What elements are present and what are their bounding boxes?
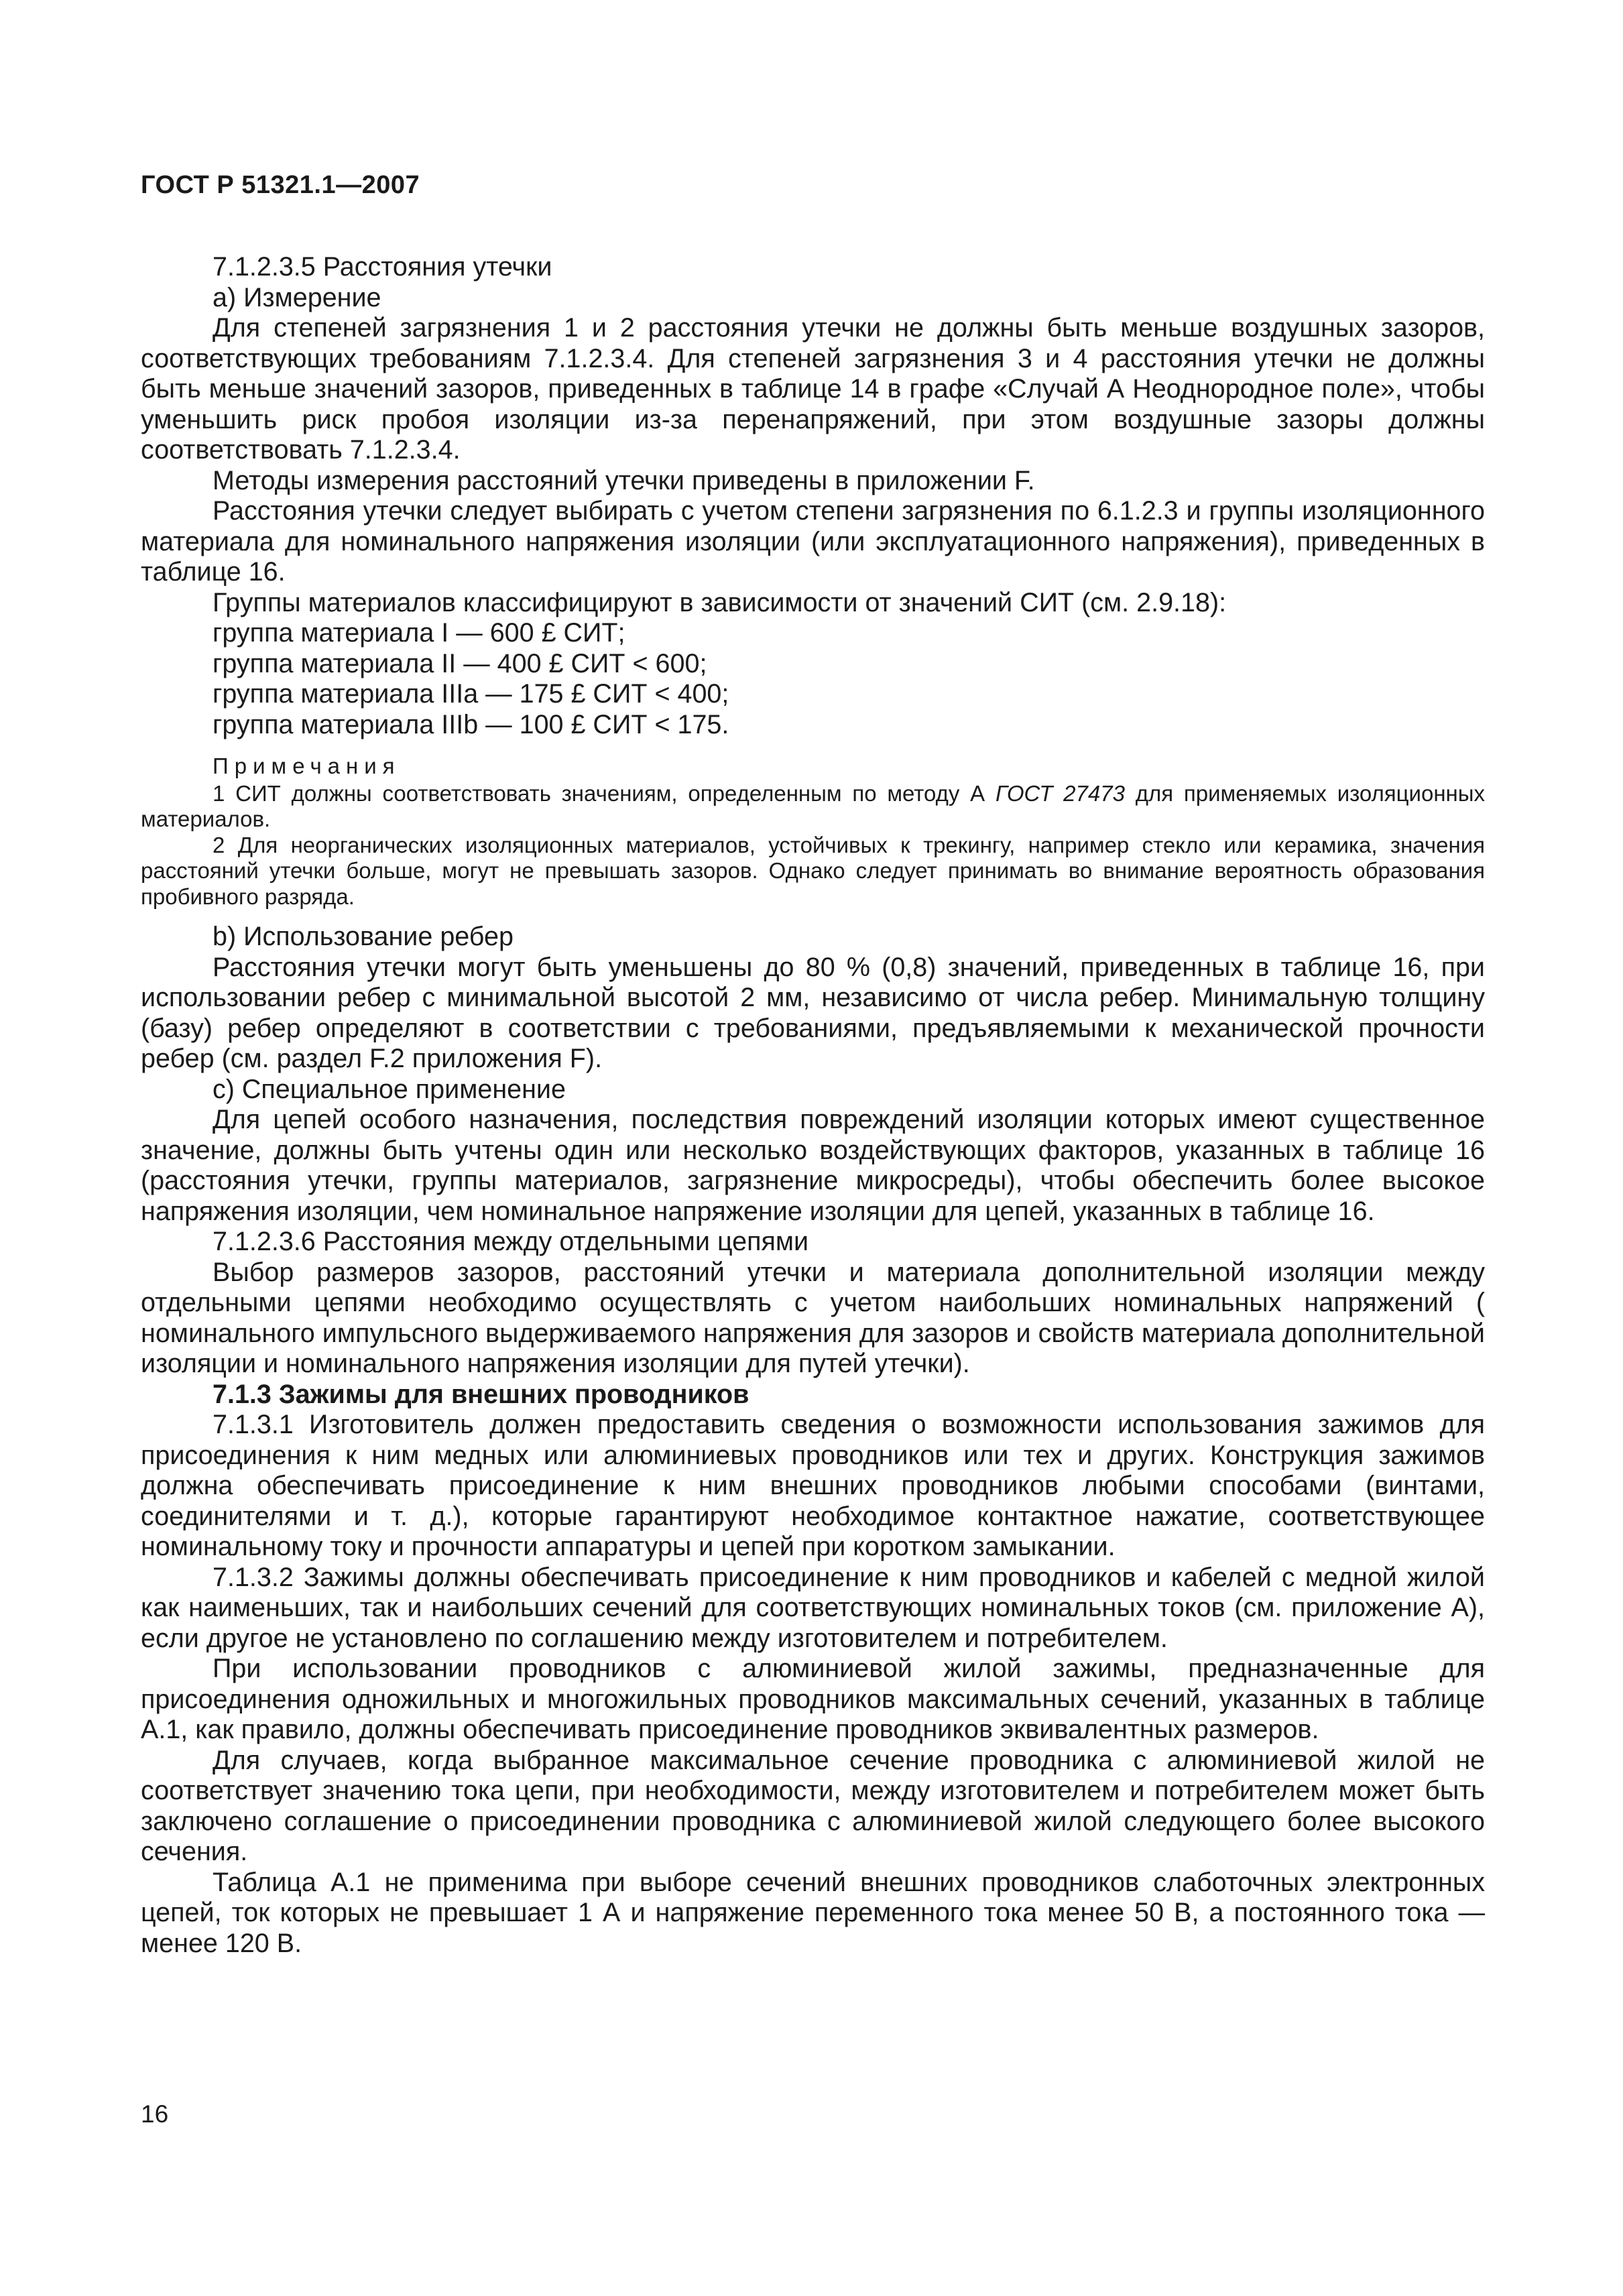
paragraph: Таблица А.1 не применима при выборе сечений внешних проводников слаботочных электронных цепей, ток которых не превышает 1 А и напряжение переменного тока менее 50 В, а постоянного тока — менее 120 В.: [141, 1867, 1485, 1958]
material-group-item: группа материала I — 600 £ СИТ;: [213, 618, 625, 648]
material-group-item: группа материала IIIa — 175 £ СИТ < 400;: [213, 679, 729, 709]
paragraph: Выбор размеров зазоров, расстояний утечки и материала дополнительной изоляции между отдельными цепями необходимо осуществлять с учетом наибольших номинальных напряжений ( номинального импульсного выдерживаемого напряжения для зазоров и свойств материала дополнительной изоляции и номинального напряжения изоляции для путей утечки).: [141, 1257, 1485, 1378]
subsection-a-title: a) Измерение: [213, 282, 381, 312]
note-1-standard-ref: ГОСТ 27473: [995, 780, 1125, 806]
paragraph: Расстояния утечки следует выбирать с учетом степени загрязнения по 6.1.2.3 и группы изоляционного материала для номинального напряжения изоляции (или эксплуатационного напряжения), приведенных в таблице 16.: [141, 496, 1485, 587]
paragraph: Расстояния утечки могут быть уменьшены до 80 % (0,8) значений, приведенных в таблице 16, при использовании ребер с минимальной высотой 2 мм, независимо от числа ребер. Минимальную толщину (базу) ребер определяют в соответствии с требованиями, предъявляемыми к механической прочности ребер (см. раздел F.2 приложения F).: [141, 952, 1485, 1073]
note-1-text: 1 СИТ должны соответствовать значениям, определенным по методу А: [213, 780, 996, 806]
note-1-text-end: для применяемых изоляционных материалов.: [141, 780, 1485, 831]
subsection-b-title: b) Использование ребер: [213, 922, 514, 951]
section-title-7-1-2-3-6: 7.1.2.3.6 Расстояния между отдельными цепями: [213, 1227, 809, 1256]
paragraph: Для цепей особого назначения, последствия повреждений изоляции которых имеют существенное значение, должны быть учтены один или несколько воздействующих факторов, указанных в таблице 16 (расстояния утечки, группы материалов, загрязнение микросреды), чтобы обеспечить более высокое напряжения изоляции, чем номинальное напряжение изоляции для цепей, указанных в таблице 16.: [141, 1105, 1485, 1226]
paragraph: Для степеней загрязнения 1 и 2 расстояния утечки не должны быть меньше воздушных зазоров, соответствующих требованиям 7.1.2.3.4. Для степеней загрязнения 3 и 4 расстояния утечки не должны быть меньше значений зазоров, приведенных в таблице 14 в графе «Случай А Неоднородное поле», чтобы уменьшить риск пробоя изоляции из-за перенапряжений, при этом воздушные зазоры должны соответствовать 7.1.2.3.4.: [141, 313, 1485, 465]
notes-title: Примечания: [213, 753, 401, 778]
section-title-7-1-2-3-5: 7.1.2.3.5 Расстояния утечки: [213, 252, 552, 282]
paragraph: Группы материалов классифицируют в зависимости от значений СИТ (см. 2.9.18):: [213, 587, 1227, 617]
notes-block: [141, 753, 1485, 910]
page-number: 16: [141, 2100, 169, 2128]
paragraph: 7.1.3.1 Изготовитель должен предоставить сведения о возможности использования зажимов для присоединения к ним медных или алюминиевых проводников или тех и других. Конструкция зажимов должна обеспечивать присоединение к ним внешних проводников любыми способами (винтами, соединителями и т. д.), которые гарантируют необходимое контактное нажатие, соответствующее номинальному току и прочности аппаратуры и цепей при коротком замыкании.: [141, 1410, 1485, 1561]
document-body: [141, 252, 1485, 1959]
document-code-header: ГОСТ Р 51321.1—2007: [141, 171, 420, 199]
subsection-c-title: c) Специальное применение: [213, 1074, 566, 1104]
section-title-7-1-3: 7.1.3 Зажимы для внешних проводников: [213, 1379, 749, 1409]
material-group-item: группа материала II — 400 £ СИТ < 600;: [213, 648, 707, 678]
note-2: 2 Для неорганических изоляционных материалов, устойчивых к трекингу, например стекло или керамика, значения расстояний утечки больше, могут не превышать зазоров. Однако следует принимать во внимание вероятность образования пробивного разряда.: [141, 832, 1485, 909]
material-group-item: группа материала IIIb — 100 £ СИТ < 175.: [213, 709, 729, 739]
paragraph: При использовании проводников с алюминиевой жилой зажимы, предназначенные для присоединения одножильных и многожильных проводников максимальных сечений, указанных в таблице А.1, как правило, должны обеспечивать присоединение проводников эквивалентных размеров.: [141, 1654, 1485, 1744]
paragraph: Методы измерения расстояний утечки приведены в приложении F.: [213, 465, 1035, 495]
note-1: [141, 781, 1485, 833]
paragraph: Для случаев, когда выбранное максимальное сечение проводника с алюминиевой жилой не соответствует значению тока цепи, при необходимости, между изготовителем и потребителем может быть заключено соглашение о присоединении проводника с алюминиевой жилой следующего более высокого сечения.: [141, 1745, 1485, 1866]
paragraph: 7.1.3.2 Зажимы должны обеспечивать присоединение к ним проводников и кабелей с медной жилой как наименьших, так и наибольших сечений для соответствующих номинальных токов (см. приложение А), если другое не установлено по соглашению между изготовителем и потребителем.: [141, 1562, 1485, 1653]
